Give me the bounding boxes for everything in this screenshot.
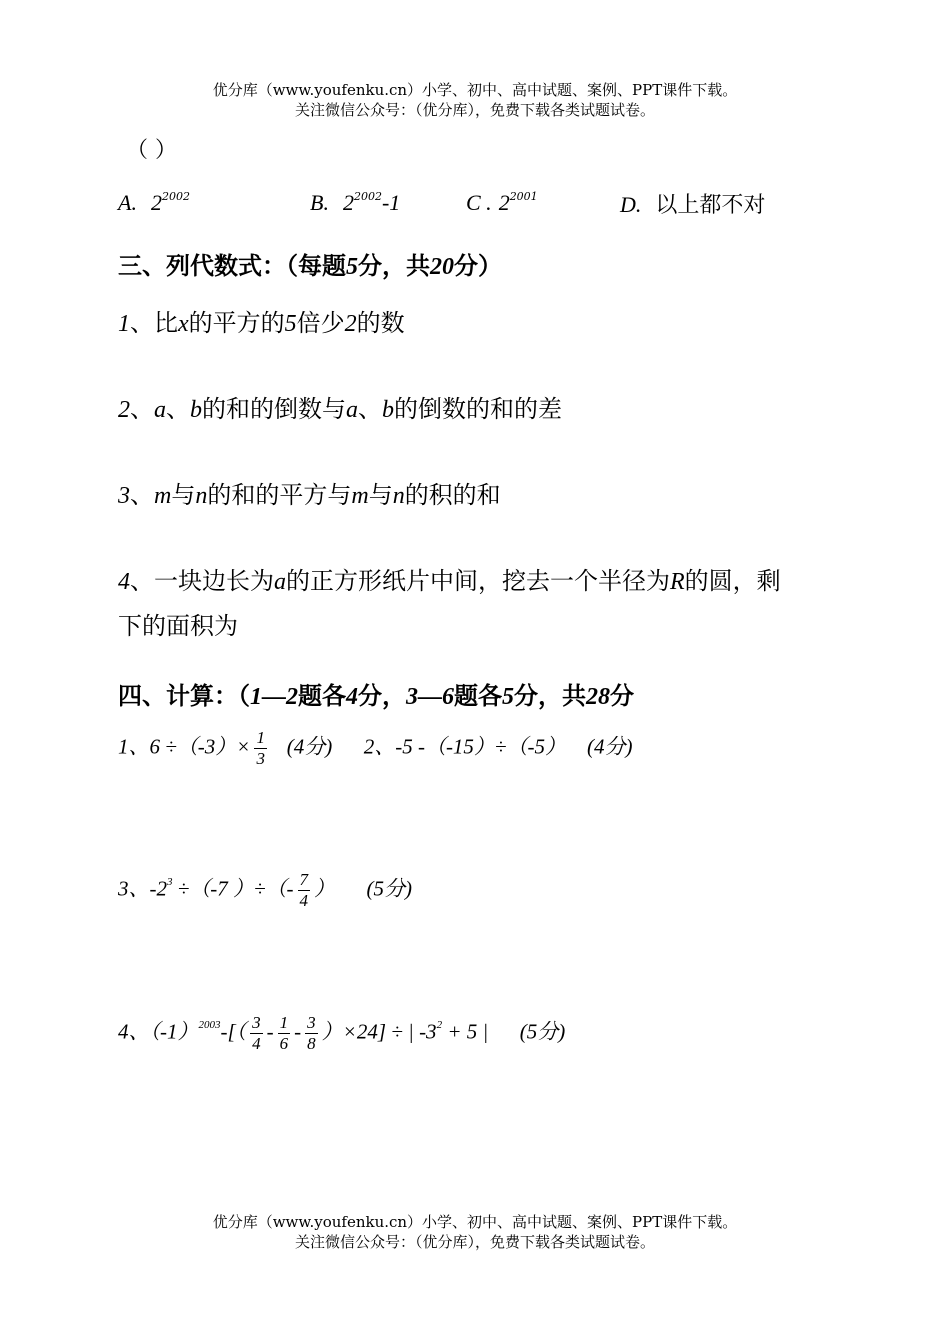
calc3-prefix: 3、-2 [118,876,167,901]
q3-var-m: m [154,483,172,509]
q4-text-a: 、一块边长为 [130,567,274,595]
q1-text-b: 的平方的 [188,309,285,337]
calc4-exp: 2003 [198,1019,221,1032]
calc-row-3 [118,870,412,911]
calc3-fraction-num: 7 [299,870,309,889]
calc-row-1-2 [118,728,632,769]
option-b [310,190,400,216]
calc1-fraction-num: 1 [256,728,265,747]
calc4-prefix: 4、（-1） [118,1019,199,1044]
q4-text-b: 的正方形纸片中间，挖去一个半径为 [286,567,670,595]
option-c-base: 2 [498,190,510,215]
section4-title-r1: 1—2 [250,684,298,710]
calc4-f3-den: 8 [307,1034,316,1053]
header-line-1: 优分库（www.youfenku.cn）小学、初中、高中试题、案例、PPT课件下载。 [212,81,738,99]
section3-title-b: 分，共 [358,251,430,280]
option-d-label: D. [620,192,642,217]
section4-title-b: 题各 [298,681,346,710]
calc4-end: + 5 | [442,1019,489,1044]
q2-mid: 的和的倒数与 [202,395,346,423]
option-b-tail: -1 [381,190,401,215]
option-b-exp: 2002 [353,190,382,203]
option-b-label: B. [310,190,329,215]
q2-var-a2: a [346,397,358,423]
calc3-close: ） [314,876,336,901]
section4-title-c: 分， [358,681,406,710]
q2-sep3: 、 [358,395,382,423]
section3-question-4-line-2: 下的面积为 [118,612,238,640]
q2-sep1: 、 [130,395,154,423]
q3-text-b: 的和的平方与 [207,481,352,509]
footer-line-1: 优分库（www.youfenku.cn）小学、初中、高中试题、案例、PPT课件下载。 [212,1213,738,1231]
calc4-f3-num: 3 [307,1013,316,1032]
calc4-exp2: 2 [436,1019,443,1032]
section4-title [118,676,634,711]
calc4-mid: ）×24] ÷ | -3 [321,1019,437,1044]
q1-number: 1 [118,311,130,337]
section4-title-r2: 3—6 [406,684,454,710]
calc3-exp: 3 [167,876,173,889]
q1-n1: 5 [284,311,297,337]
section3-title-num1: 5 [346,254,358,280]
calc4-fraction-1 [250,1013,263,1054]
section4-title-n1: 4 [346,684,358,710]
section3-question-4 [118,561,781,596]
calc4-minus-1: - [266,1019,274,1044]
q3-number: 3 [118,483,130,509]
option-b-base: 2 [342,190,354,215]
section4-title-f: 分 [610,681,634,710]
calc4-f2-den: 6 [279,1034,289,1053]
q1-text-c: 倍少 [296,309,345,337]
q2-var-b: b [190,397,202,423]
section3-question-2 [118,389,562,424]
q2-var-b2: b [382,397,394,423]
section3-title-c: 分） [454,251,502,280]
calc4-score: (5分) [519,1019,566,1044]
q3-sep: 、 [130,481,154,509]
q2-number: 2 [118,397,130,423]
q3-var-n: n [195,483,208,509]
calc2-score: (4分) [586,734,633,759]
option-a-base: 2 [150,190,162,215]
section3-title [118,246,502,281]
calc1-fraction-den: 3 [256,749,265,768]
option-c-label: C . [466,190,492,215]
q1-text-d: 的数 [356,309,405,337]
calc3-fraction [298,870,311,911]
section3-question-1 [118,303,405,338]
answer-bracket: （ ） [126,138,177,163]
footer-line-2: 关注微信公众号：（优分库），免费下载各类试题试卷。 [294,1233,655,1251]
section4-title-n3: 28 [586,684,610,710]
calc1-score: (4分) [286,734,333,759]
calc4-fraction-2 [278,1013,291,1054]
q1-n2: 2 [344,311,357,337]
section4-title-d: 题各 [454,681,502,710]
option-a-label: A. [118,190,137,215]
section3-title-num2: 20 [430,254,454,280]
q3-var-m2: m [351,483,369,509]
q3-text-d: 的积的和 [404,481,501,509]
option-c-exp: 2001 [509,190,538,203]
q3-var-n2: n [392,483,405,509]
option-c [466,190,538,216]
calc4-open: -[（ [220,1019,247,1044]
section3-title-a: 三、列代数式：（每题 [118,251,346,280]
option-a [118,190,190,216]
calc4-f2-num: 1 [279,1013,289,1032]
calc4-fraction-3 [305,1013,318,1054]
calc2-text: 2、-5 -（-15）÷（-5） [363,734,566,759]
q3-text-c: 与 [368,481,393,509]
q3-text-a: 与 [171,481,196,509]
option-a-exp: 2002 [161,190,190,203]
section4-title-a: 四、计算：（ [118,681,250,710]
calc3-fraction-den: 4 [299,891,309,910]
calc1-fraction [254,728,267,769]
calc4-minus-2: - [294,1019,302,1044]
section4-title-n2: 5 [502,684,514,710]
calc3-score: (5分) [366,876,413,901]
calc4-f1-den: 4 [252,1034,261,1053]
option-d-text: 以上都不对 [655,193,766,218]
q1-var: x [178,311,189,337]
q2-sep2: 、 [166,395,190,423]
header-line-2: 关注微信公众号：（优分库），免费下载各类试题试卷。 [294,101,655,119]
section3-question-3 [118,475,501,510]
calc4-f1-num: 3 [252,1013,261,1032]
calc3-mid: ÷（-7 ）÷（- [172,876,294,901]
q4-text-c: 的圆，剩 [684,567,781,595]
q2-var-a: a [154,397,166,423]
q2-end: 的倒数的和的差 [394,395,562,423]
q4-number: 4 [118,569,130,595]
q4-var-a: a [274,569,286,595]
section4-title-e: 分，共 [514,681,586,710]
calc-row-4 [118,1013,565,1054]
q1-text-a: 、比 [130,309,178,337]
calc1-prefix: 1、6 ÷（-3）× [118,734,251,759]
option-d [620,188,765,219]
q4-var-r: R [670,569,685,595]
